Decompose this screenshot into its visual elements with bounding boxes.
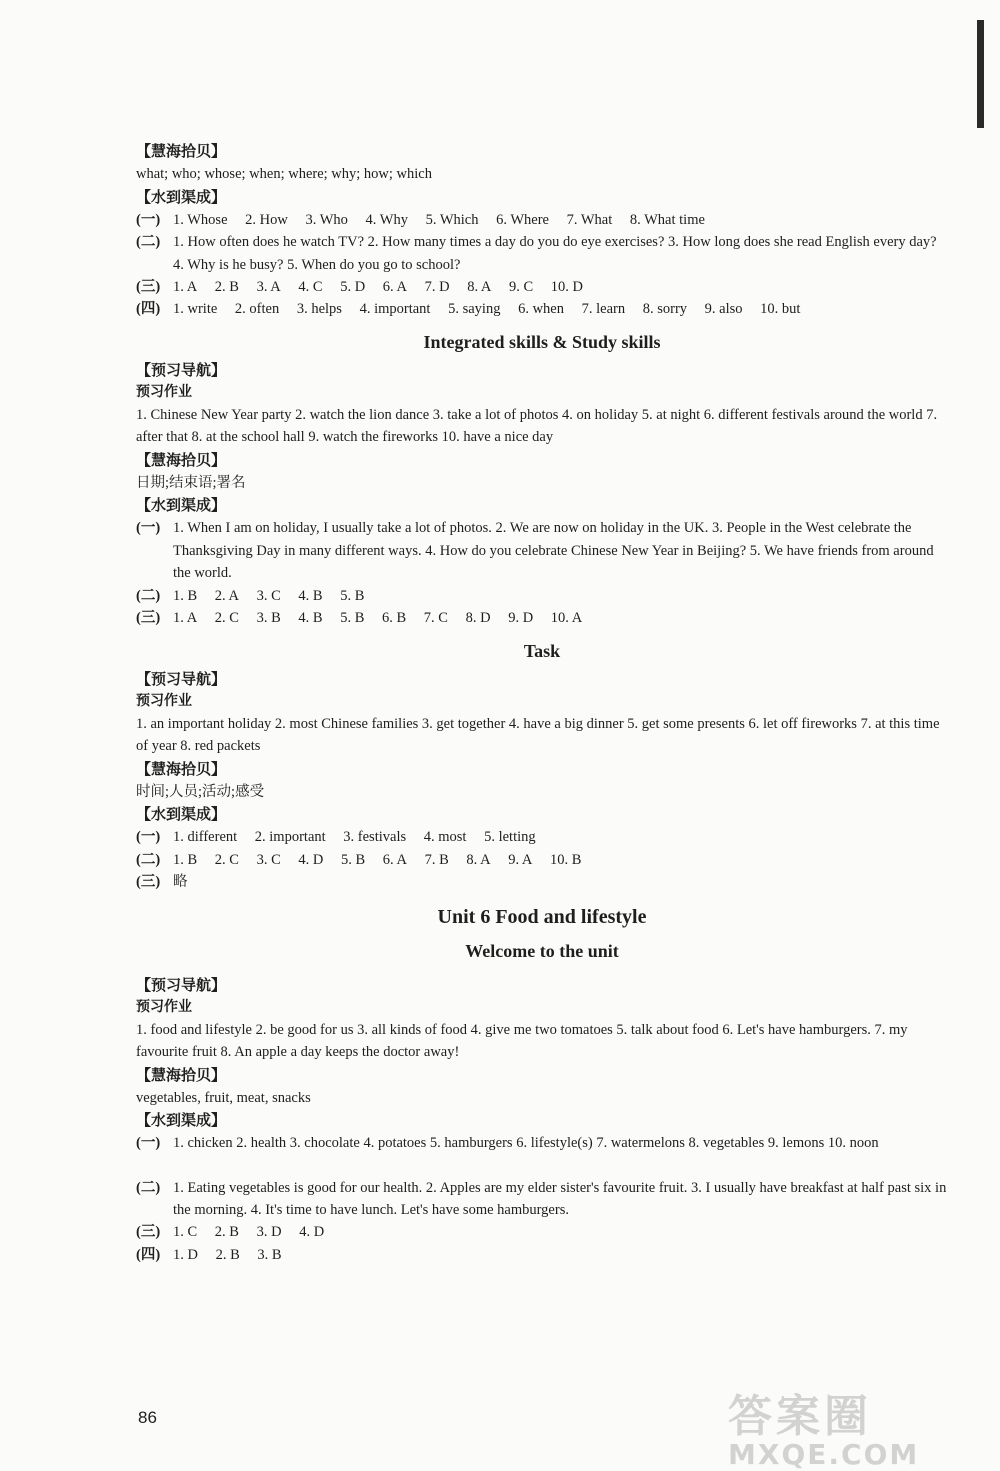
- exercise-label: (二): [136, 851, 161, 868]
- heading-shuidao: 【水到渠成】: [136, 189, 227, 206]
- answer-item: 5. D: [340, 278, 366, 295]
- heading-shuidao: 【水到渠成】: [136, 807, 227, 823]
- answer-item: 7. What: [566, 211, 613, 228]
- answer-item: 9. C: [509, 278, 534, 295]
- answer-item: 3. D: [256, 1224, 282, 1240]
- answer-item: 6. Where: [496, 211, 549, 228]
- exercise-row-4: [136, 1244, 948, 1267]
- yuxi-answers: 1. an important holiday 2. most Chinese families 3. get together 4. have a big dinner 5. get some presents 6. let off fireworks 7. at this time of year 8. red packets: [136, 715, 940, 754]
- exercise-row-1: [136, 209, 948, 232]
- watermark-logo: [728, 1380, 978, 1471]
- answer-item: 6. when: [518, 301, 564, 317]
- unit-title: Unit 6 Food and lifestyle: [437, 905, 647, 928]
- answer-item: 2. C: [214, 851, 239, 868]
- answer-item: 9. also: [704, 301, 743, 317]
- answer-item: 6. B: [381, 610, 407, 626]
- answer-item: 10. B: [549, 851, 582, 868]
- answer-item: 1. A: [173, 610, 198, 626]
- heading-huihai: 【慧海拾贝】: [136, 452, 227, 469]
- answer-item: 3. B: [256, 610, 281, 626]
- exercise-row-2: [136, 1177, 948, 1218]
- answer-list: [173, 1244, 948, 1267]
- answer-item: 2. often: [234, 301, 280, 317]
- answer-item: 2. How: [245, 211, 288, 228]
- exercise-row-2: [136, 585, 948, 608]
- exercise-row-1: [136, 826, 948, 849]
- answer-item: 3. helps: [296, 301, 342, 317]
- exercise-row-3: [136, 276, 948, 299]
- answer-item: 3. A: [256, 278, 281, 295]
- answer-list: [173, 298, 948, 321]
- answer-item: 1. B: [173, 587, 198, 604]
- answer-list: [173, 585, 948, 608]
- answer-item: 5. B: [340, 610, 365, 626]
- exercise-label: (二): [136, 587, 161, 604]
- exercise-label: (三): [136, 1224, 161, 1240]
- watermark-sub: MXQE.COM: [728, 1438, 920, 1471]
- answer-item: 2. B: [214, 1224, 239, 1240]
- answer-item: 6. A: [382, 851, 407, 868]
- answer-item: 1. different: [173, 829, 238, 845]
- exercise-label: (一): [136, 829, 161, 845]
- answer-text: 1. chicken 2. health 3. chocolate 4. potatoes 5. hamburgers 6. lifestyle(s) 7. watermelons 8. vegetables 9. lemons 10. noon: [173, 1135, 879, 1151]
- answer-item: 8. A: [466, 851, 491, 868]
- answer-item: 7. B: [424, 851, 449, 868]
- heading-yuxi: 【预习导航】: [136, 977, 227, 994]
- answer-item: 3. B: [257, 1246, 282, 1263]
- exercise-label: (二): [136, 234, 161, 250]
- answer-list: [173, 849, 948, 872]
- answer-item: 2. important: [254, 829, 326, 845]
- answer-item: 1. Whose: [173, 211, 228, 228]
- exercise-row-2: [136, 849, 948, 872]
- huihai-answer: 时间;人员;活动;感受: [136, 783, 265, 800]
- exercise-label: (三): [136, 278, 161, 295]
- answer-item: 8. D: [465, 610, 491, 626]
- answer-item: 4. important: [359, 301, 431, 317]
- answer-item: 4. Why: [365, 211, 408, 228]
- huihai-answer: what; who; whose; when; where; why; how; which: [136, 166, 432, 182]
- answer-item: 4. most: [423, 829, 467, 845]
- heading-huihai: 【慧海拾贝】: [136, 1067, 227, 1084]
- watermark-main: 答案圈: [728, 1391, 872, 1442]
- answer-item: 4. D: [298, 851, 324, 868]
- answer-item: 3. C: [256, 851, 281, 868]
- answer-text: 1. How often does he watch TV? 2. How many times a day do you do eye exercises? 3. How long does she read English every day? 4. Why is he busy? 5. When do you go to school?: [173, 234, 937, 273]
- answer-item: 7. C: [423, 610, 448, 626]
- answer-text: 略: [173, 874, 188, 890]
- answer-item: 8. What time: [629, 211, 705, 228]
- answer-item: 4. D: [299, 1224, 325, 1240]
- answer-item: 5. letting: [484, 829, 536, 845]
- answer-item: 9. D: [508, 610, 534, 626]
- answer-list: [173, 276, 948, 299]
- heading-shuidao: 【水到渠成】: [136, 1113, 227, 1129]
- answer-item: 4. B: [298, 587, 323, 604]
- answer-item: 9. A: [508, 851, 533, 868]
- answer-item: 1. B: [173, 851, 198, 868]
- exercise-row-3: [136, 607, 948, 630]
- section-title: Welcome to the unit: [465, 940, 619, 961]
- answer-item: 5. B: [340, 587, 365, 604]
- subheading-yuxi-zuoye: 预习作业: [136, 999, 192, 1015]
- answer-item: 2. B: [214, 278, 239, 295]
- subheading-yuxi-zuoye: 预习作业: [136, 693, 192, 709]
- exercise-label: (四): [136, 1246, 161, 1263]
- huihai-answer: 日期;结束语;署名: [136, 474, 246, 491]
- heading-huihai: 【慧海拾贝】: [136, 144, 227, 160]
- answer-item: 6. A: [382, 278, 407, 295]
- answer-item: 3. C: [256, 587, 281, 604]
- answer-item: 1. write: [173, 301, 218, 317]
- answer-item: 10. D: [550, 278, 584, 295]
- exercise-row-4: [136, 298, 948, 321]
- section-title: Integrated skills & Study skills: [423, 331, 661, 352]
- section-title: Task: [523, 640, 561, 661]
- heading-yuxi: 【预习导航】: [136, 362, 227, 379]
- answer-list: [173, 209, 948, 232]
- exercise-row-1: [136, 517, 948, 581]
- answer-list: [173, 1221, 948, 1244]
- answer-item: 3. Who: [305, 211, 348, 228]
- answer-item: 4. C: [298, 278, 323, 295]
- exercise-row-3: [136, 1221, 948, 1244]
- page-number: 86: [138, 1408, 157, 1427]
- answer-item: 7. D: [424, 278, 450, 295]
- exercise-label: (三): [136, 874, 161, 890]
- answer-item: 7. learn: [581, 301, 626, 317]
- exercise-row-1: [136, 1132, 948, 1155]
- answer-list: [173, 607, 948, 630]
- yuxi-answers: 1. food and lifestyle 2. be good for us 3. all kinds of food 4. give me two tomatoes 5. talk about food 6. Let's have hamburgers. 7. my favourite fruit 8. An apple a day keeps the doctor away!: [136, 1021, 908, 1060]
- yuxi-answers: 1. Chinese New Year party 2. watch the lion dance 3. take a lot of photos 4. on holiday 5. at night 6. different festivals around the world 7. after that 8. at the school hall 9. watch the fireworks 10. have a nice day: [136, 406, 938, 445]
- answer-text: 1. When I am on holiday, I usually take a lot of photos. 2. We are now on holiday in the UK. 3. People in the West celebrate the Thanksgiving Day in many different ways. 4. How do you celebrate Chinese New Year in Beijing? 5. We have friends from around the world.: [173, 520, 934, 581]
- answer-item: 1. D: [173, 1246, 198, 1263]
- exercise-label: (一): [136, 211, 161, 228]
- answer-item: 8. A: [467, 278, 492, 295]
- heading-shuidao: 【水到渠成】: [136, 498, 227, 514]
- answer-item: 10. A: [550, 610, 583, 626]
- answer-item: 1. A: [173, 278, 198, 295]
- heading-yuxi: 【预习导航】: [136, 671, 227, 688]
- exercise-label: (一): [136, 520, 161, 536]
- answer-item: 5. B: [341, 851, 366, 868]
- answer-item: 5. Which: [425, 211, 479, 228]
- exercise-label: (二): [136, 1179, 161, 1196]
- subheading-yuxi-zuoye: 预习作业: [136, 384, 192, 400]
- answer-item: 5. saying: [448, 301, 501, 317]
- answer-item: 4. B: [298, 610, 323, 626]
- exercise-label: (三): [136, 610, 161, 626]
- page-edge-bar: [977, 20, 984, 128]
- answer-item: 2. A: [214, 587, 239, 604]
- exercise-label: (一): [136, 1135, 161, 1151]
- exercise-row-2: [136, 231, 948, 273]
- answer-list: [173, 826, 948, 849]
- answer-item: 8. sorry: [642, 301, 688, 317]
- exercise-row-3: [136, 871, 948, 894]
- heading-huihai: 【慧海拾贝】: [136, 761, 227, 778]
- huihai-answer: vegetables, fruit, meat, snacks: [136, 1089, 311, 1106]
- answer-text: 1. Eating vegetables is good for our health. 2. Apples are my elder sister's favourite fruit. 3. I usually have breakfast at half past six in the morning. 4. It's time to have lunch. Let's have some hamburgers.: [173, 1179, 947, 1218]
- answer-item: 3. festivals: [343, 829, 407, 845]
- answer-item: 1. C: [173, 1224, 198, 1240]
- answer-item: 2. C: [214, 610, 239, 626]
- answer-item: 10. but: [760, 301, 801, 317]
- exercise-label: (四): [136, 301, 161, 317]
- answer-page: [136, 140, 948, 1266]
- answer-item: 2. B: [215, 1246, 240, 1263]
